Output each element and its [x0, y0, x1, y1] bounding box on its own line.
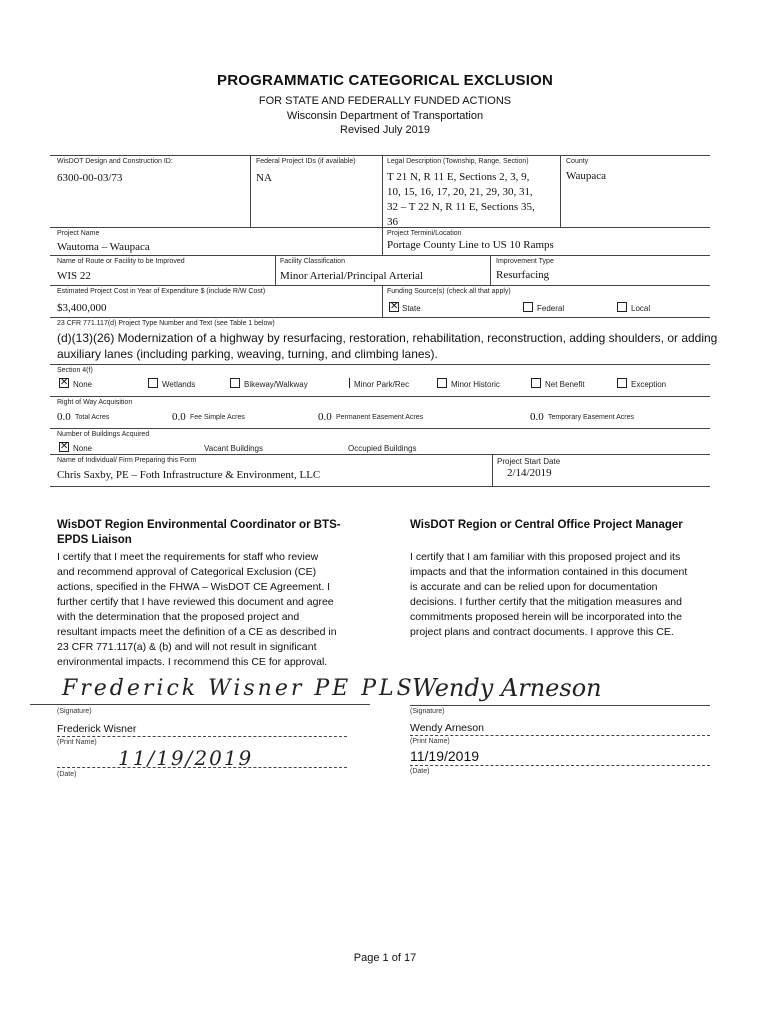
cost-label: Estimated Project Cost in Year of Expenditure $ (include R/W Cost) [57, 288, 266, 295]
buildings-none-label: None [73, 444, 93, 453]
left-print-name: Frederick Wisner [57, 723, 137, 735]
funding-state-checkbox[interactable]: ✕ [390, 301, 399, 312]
s4f-wetlands-checkbox[interactable] [148, 378, 158, 388]
right-print-name: Wendy Arneson [410, 722, 484, 734]
divider [50, 428, 710, 429]
right-date-label: (Date) [410, 768, 430, 775]
buildings-none-checkbox[interactable]: ✕ [60, 441, 69, 452]
legal-description-label: Legal Description (Township, Range, Section) [387, 158, 529, 165]
divider [250, 155, 251, 227]
left-cert-text: I certify that I meet the requirements for staff who review and recommend approval of Categorical Exclusion (CE) actions, specified in the FHWA – WisDOT CE Agreement. I further certify that I have reviewed this document and agree with the determination that the proposed project and resultant impacts meet the definition of a CE as described in 23 CFR 771.117(a) & (b) and will not result in significant environmental impacts. I recommend this CE for approval. [57, 551, 337, 668]
cost-value: $3,400,000 [57, 302, 107, 314]
divider [382, 155, 383, 255]
funding-federal-label: Federal [537, 304, 565, 313]
divider [50, 364, 710, 365]
row-temporary-label: Temporary Easement Acres [548, 414, 634, 421]
left-signature-label: (Signature) [57, 708, 92, 715]
start-date-value: 2/14/2019 [507, 467, 552, 479]
county-value: Waupaca [566, 170, 607, 182]
date-line [410, 765, 710, 766]
left-name-label: (Print Name) [57, 739, 97, 746]
termini-label: Project Termini/Location [387, 230, 462, 237]
route-value: WIS 22 [57, 270, 91, 282]
preparer-value: Chris Saxby, PE – Foth Infrastructure & Environment, LLC [57, 469, 321, 481]
right-name-label: (Print Name) [410, 738, 450, 745]
page-subtitle: FOR STATE AND FEDERALLY FUNDED ACTIONS [258, 95, 512, 107]
buildings-vacant-label: Vacant Buildings [204, 444, 263, 453]
funding-local-checkbox[interactable] [617, 302, 627, 312]
route-label: Name of Route or Facility to be Improved [57, 258, 185, 265]
page-title: PROGRAMMATIC CATEGORICAL EXCLUSION [217, 72, 553, 89]
divider [275, 255, 276, 285]
right-signature-label: (Signature) [410, 708, 445, 715]
left-date: 11/19/2019 [118, 746, 254, 770]
left-cert-heading: WisDOT Region Environmental Coordinator or BTS- EPDS Liaison [57, 519, 341, 546]
funding-local-label: Local [631, 304, 651, 313]
start-date-label: Project Start Date [497, 457, 561, 466]
divider [382, 285, 383, 317]
cfr-description-line1: (d)(13)(26) Modernization of a highway by resurfacing, restoration, rehabilitation, reconstruction, adding shoulders, or adding [57, 331, 718, 345]
signature-line [30, 704, 370, 705]
funding-federal-checkbox[interactable] [523, 302, 533, 312]
cfr-label: 23 CFR 771.117(d) Project Type Number and Text (see Table 1 below) [57, 320, 275, 327]
divider [50, 396, 710, 397]
facility-class-label: Facility Classification [280, 258, 345, 265]
row-total-value: 0.0 [57, 411, 71, 423]
agency-name: Wisconsin Department of Transportation [286, 110, 484, 122]
design-id-value: 6300-00-03/73 [57, 172, 123, 184]
legal-description-value: T 21 N, R 11 E, Sections 2, 3, 9, 10, 15, 16, 17, 20, 21, 29, 30, 31, 32 – T 22 N, R 11 E, Sections 35, 36 [387, 171, 535, 228]
project-name-label: Project Name [57, 230, 100, 237]
divider [50, 486, 710, 487]
design-id-label: WisDOT Design and Construction ID: [57, 158, 173, 165]
row-acquisition-label: Right of Way Acquisition [57, 399, 133, 406]
section-4f-label: Section 4(f) [57, 367, 93, 374]
s4f-bikeway-label: Bikeway/Walkway [244, 380, 308, 389]
row-fee-label: Fee Simple Acres [190, 414, 245, 421]
divider [492, 454, 493, 486]
name-line [410, 735, 710, 736]
name-line [57, 736, 347, 737]
improvement-type-label: Improvement Type [496, 258, 554, 265]
s4f-net-benefit-checkbox[interactable] [531, 378, 541, 388]
federal-id-label: Federal Project IDs (if available) [256, 158, 356, 165]
page-number: Page 1 of 17 [353, 952, 417, 964]
cfr-description-line2: auxiliary lanes (including parking, weaving, turning, and climbing lanes). [57, 347, 438, 361]
row-total-label: Total Acres [75, 414, 110, 421]
divider [50, 285, 710, 286]
right-signature: Wendy Arneson [412, 674, 602, 702]
revision-date: Revised July 2019 [340, 124, 430, 136]
right-date: 11/19/2019 [410, 748, 480, 764]
s4f-none-checkbox[interactable]: ✕ [60, 377, 69, 388]
signature-line [410, 705, 710, 706]
s4f-exception-checkbox[interactable] [617, 378, 627, 388]
funding-label: Funding Source(s) (check all that apply) [387, 288, 511, 295]
right-cert-heading: WisDOT Region or Central Office Project Manager [410, 519, 683, 531]
s4f-none-label: None [73, 380, 93, 389]
left-signature: Frederick Wisner PE PLS [62, 676, 415, 701]
divider [490, 255, 491, 285]
row-permanent-label: Permanent Easement Acres [336, 414, 424, 421]
buildings-label: Number of Buildings Acquired [57, 431, 150, 438]
s4f-exception-label: Exception [631, 380, 667, 389]
s4f-net-benefit-label: Net Benefit [545, 380, 585, 389]
right-cert-text: I certify that I am familiar with this proposed project and its impacts and that the information contained in this document is accurate and can be relied upon for documentation decisions. I further certify that the mitigation measures and commitments proposed herein will be incorporated into the project plans and contract documents. I approve this CE. [410, 551, 688, 638]
funding-state-label: State [402, 304, 421, 313]
s4f-minor-historic-checkbox[interactable] [437, 378, 447, 388]
row-fee-value: 0.0 [172, 411, 186, 423]
federal-id-value: NA [256, 172, 272, 184]
s4f-bikeway-checkbox[interactable] [230, 378, 240, 388]
date-line [57, 767, 347, 768]
s4f-wetlands-label: Wetlands [162, 380, 196, 389]
s4f-minor-historic-label: Minor Historic [451, 380, 500, 389]
buildings-occupied-label: Occupied Buildings [348, 444, 417, 453]
divider [560, 155, 561, 227]
left-date-label: (Date) [57, 771, 77, 778]
facility-class-value: Minor Arterial/Principal Arterial [280, 270, 423, 282]
divider [50, 155, 710, 156]
row-permanent-value: 0.0 [318, 411, 332, 423]
project-name-value: Wautoma – Waupaca [57, 241, 150, 253]
divider [50, 255, 710, 256]
s4f-minor-park-label: Minor Park/Rec [354, 380, 410, 389]
divider [50, 454, 710, 455]
divider [50, 317, 710, 318]
row-temporary-value: 0.0 [530, 411, 544, 423]
preparer-label: Name of Individual/ Firm Preparing this Form [57, 457, 197, 464]
divider [50, 227, 710, 228]
s4f-minor-park-checkbox[interactable] [340, 378, 350, 388]
termini-value: Portage County Line to US 10 Ramps [387, 239, 554, 251]
county-label: County [566, 158, 589, 165]
improvement-type-value: Resurfacing [496, 269, 550, 281]
